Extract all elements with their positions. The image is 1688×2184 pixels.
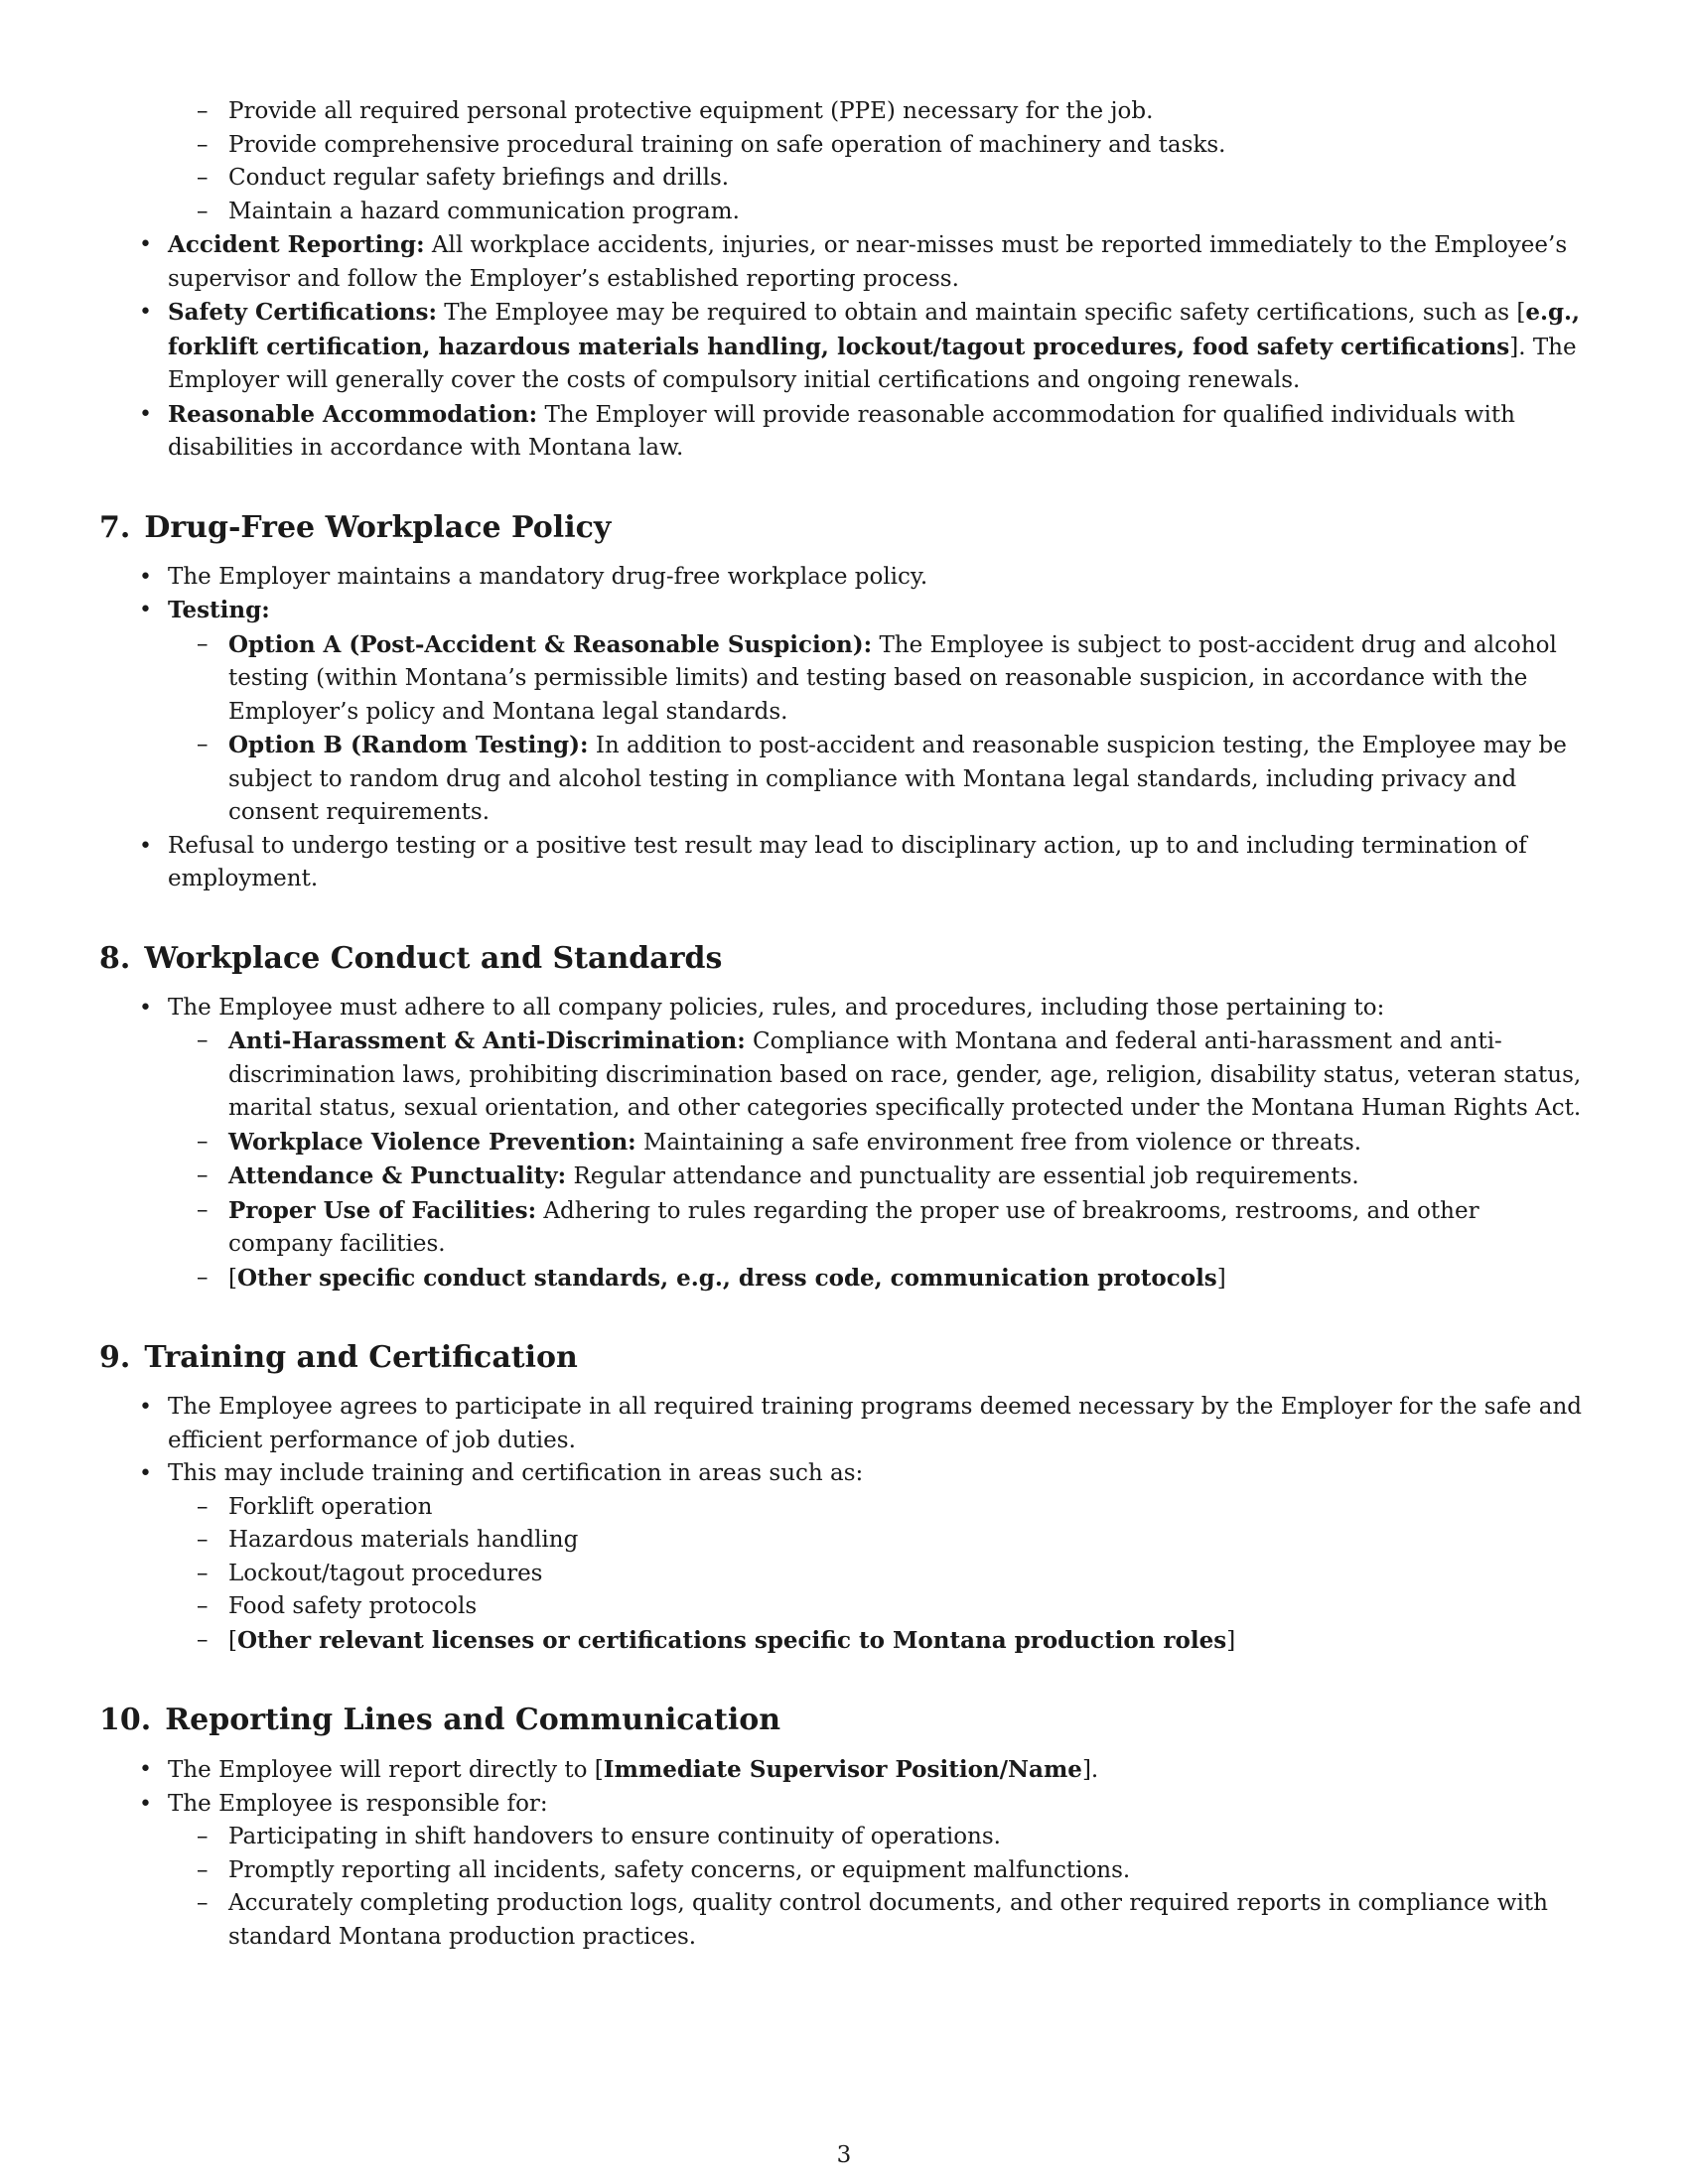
cert-examples: e.g., forklift certification, hazardous materials handling, lockout/tagout procedures, food safety certifications xyxy=(168,299,1581,360)
drug-policy-list xyxy=(99,561,1589,896)
accident-text: All workplace accidents, injuries, or near-misses must be reported immediately to the Employee’s supervisor and follow the Employer’s established reporting process. xyxy=(168,232,1568,292)
attend-text: Regular attendance and punctuality are essential job requirements. xyxy=(573,1163,1359,1189)
testing-options xyxy=(168,628,1589,830)
option-b-label: Option B (Random Testing): xyxy=(228,732,589,758)
list-item xyxy=(168,1194,1589,1262)
list-item xyxy=(99,1457,1589,1658)
list-item: • Refusal to undergo testing or a positive test result may lead to disciplinary action, up to and including termination of employment. xyxy=(99,830,1589,896)
harass-text: Compliance with Montana and federal anti-harassment and anti-discrimination laws, prohibiting discrimination based on race, gender, age, religion, disability status, veteran status, marital status, sexual orientation, and other categories specifically protected under the Montana Human Rights Act. xyxy=(228,1028,1582,1121)
section-title: Training and Certification xyxy=(144,1340,578,1375)
list-item: – Accurately completing production logs, quality control documents, and other required reports in compliance with standard Montana production practices. xyxy=(168,1887,1589,1954)
section-number: 10. xyxy=(99,1703,152,1737)
training-list xyxy=(99,1391,1589,1658)
violence-text: Maintaining a safe environment free from violence or threats. xyxy=(642,1129,1362,1156)
attend-label: Attendance & Punctuality: xyxy=(228,1162,567,1189)
cert-text-end: ]. The Employer will generally cover the costs of compulsory initial certifications and ongoing renewals. xyxy=(168,334,1577,393)
section-heading-7 xyxy=(99,509,1589,547)
list-item: – Promptly reporting all incidents, safety concerns, or equipment malfunctions. xyxy=(168,1854,1589,1888)
cert-label: Safety Certifications: xyxy=(168,299,437,326)
section-title: Workplace Conduct and Standards xyxy=(144,940,723,976)
list-item: – Lockout/tagout procedures xyxy=(168,1558,1589,1591)
list-item xyxy=(99,398,1589,466)
other-conduct: Other specific conduct standards, e.g., dress code, communication protocols xyxy=(236,1264,1217,1292)
option-a-text: The Employee is subject to post-accident drug and alcohol testing (within Montana’s permissible limits) and testing based on reasonable suspicion, in accordance with the Employer’s policy and Montana legal standards. xyxy=(228,631,1557,725)
list-item xyxy=(99,992,1589,1297)
list-item xyxy=(99,228,1589,296)
section-number: 9. xyxy=(99,1340,131,1375)
list-item xyxy=(168,729,1589,830)
conduct-intro: The Employee must adhere to all company policies, rules, and procedures, including those pertaining to: xyxy=(168,994,1385,1021)
list-item: – Forklift operation xyxy=(168,1491,1589,1525)
option-a-label: Option A (Post-Accident & Reasonable Suspicion): xyxy=(228,630,873,658)
list-item: – Participating in shift handovers to ensure continuity of operations. xyxy=(168,1821,1589,1854)
other-certs: Other relevant licenses or certifications specific to Montana production roles xyxy=(236,1626,1227,1654)
list-item: • The Employer maintains a mandatory drug-free workplace policy. xyxy=(99,561,1589,595)
conduct-sublist xyxy=(168,1024,1589,1296)
list-item: – Conduct regular safety briefings and drills. xyxy=(99,162,1589,196)
cert-text: The Employee may be required to obtain and maintain specific safety certifications, such as [ xyxy=(444,300,1526,326)
violence-label: Workplace Violence Prevention: xyxy=(228,1128,636,1156)
list-item xyxy=(99,1753,1589,1788)
facil-text: Adhering to rules regarding the proper use of breakrooms, restrooms, and other company facilities. xyxy=(228,1197,1479,1257)
list-item: – Provide comprehensive procedural training on safe operation of machinery and tasks. xyxy=(99,129,1589,163)
responsibilities-intro: The Employee is responsible for: xyxy=(168,1790,548,1817)
testing-label: Testing: xyxy=(168,597,270,623)
report-text: The Employee will report directly to [ xyxy=(168,1757,604,1783)
reporting-list xyxy=(99,1753,1589,1954)
harass-label: Anti-Harassment & Anti-Discrimination: xyxy=(228,1027,746,1054)
section-title: Reporting Lines and Communication xyxy=(165,1703,781,1737)
list-item: – [Other relevant licenses or certifications specific to Montana production roles] xyxy=(168,1624,1589,1659)
responsibilities xyxy=(168,1821,1589,1954)
list-item: • The Employee agrees to participate in all required training programs deemed necessary by the Employer for the safe and efficient performance of job duties. xyxy=(99,1391,1589,1457)
list-item: – Provide all required personal protective equipment (PPE) necessary for the job. xyxy=(99,95,1589,129)
accident-label: Accident Reporting: xyxy=(168,231,425,258)
accom-label: Reasonable Accommodation: xyxy=(168,400,538,428)
list-item xyxy=(99,594,1589,830)
page-number: 3 xyxy=(836,2142,852,2168)
list-item: – Hazardous materials handling xyxy=(168,1524,1589,1558)
safety-list xyxy=(99,228,1589,466)
list-item: – [Other specific conduct standards, e.g., dress code, communication protocols] xyxy=(168,1262,1589,1297)
list-item xyxy=(168,1126,1589,1160)
option-b-text: In addition to post-accident and reasonable suspicion testing, the Employee may be subject to random drug and alcohol testing in compliance with Montana legal standards, including privacy and consent requirements. xyxy=(228,733,1567,825)
training-areas xyxy=(168,1491,1589,1659)
list-item: – Maintain a hazard communication program. xyxy=(99,196,1589,229)
list-item xyxy=(99,1788,1589,1955)
conduct-list xyxy=(99,992,1589,1297)
accom-text: The Employer will provide reasonable accommodation for qualified individuals with disabilities in accordance with Montana law. xyxy=(168,401,1515,461)
section-heading-8 xyxy=(99,940,1589,978)
section-heading-9 xyxy=(99,1339,1589,1377)
list-item xyxy=(168,628,1589,730)
section-title: Drug-Free Workplace Policy xyxy=(144,509,612,545)
training-intro: This may include training and certification in areas such as: xyxy=(168,1460,864,1486)
supervisor-placeholder: Immediate Supervisor Position/Name xyxy=(603,1756,1082,1783)
section-number: 7. xyxy=(99,509,131,545)
report-text-end: ]. xyxy=(1081,1757,1099,1783)
section-number: 8. xyxy=(99,940,131,976)
list-item xyxy=(168,1160,1589,1194)
list-item: – Food safety protocols xyxy=(168,1590,1589,1624)
document-page xyxy=(99,95,1589,1954)
ppe-sublist xyxy=(99,95,1589,228)
section-heading-10 xyxy=(99,1702,1589,1739)
list-item xyxy=(99,296,1589,398)
facil-label: Proper Use of Facilities: xyxy=(228,1196,537,1224)
list-item xyxy=(168,1024,1589,1126)
